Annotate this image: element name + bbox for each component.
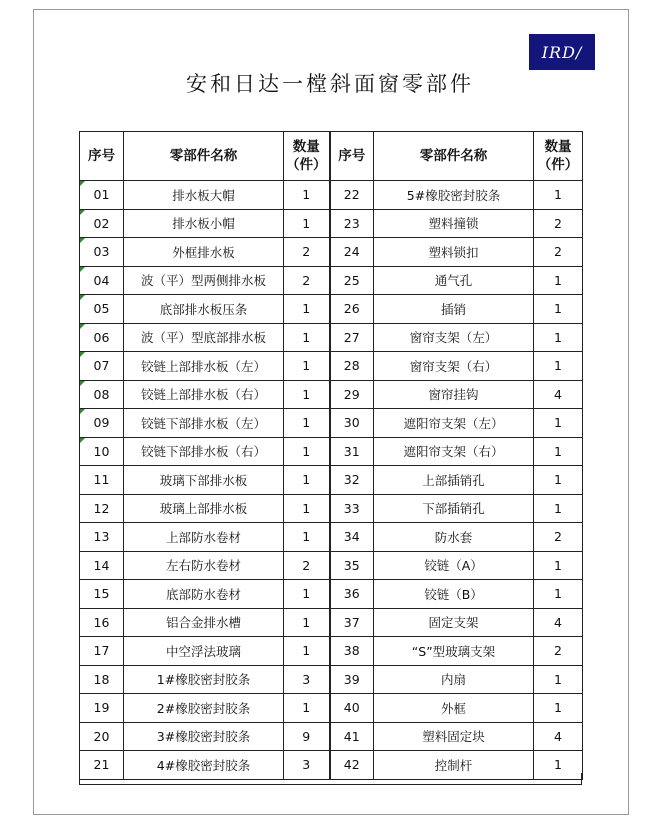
header-seq-left: 序号: [80, 132, 124, 181]
part-name-right: 塑料固定块: [374, 722, 534, 751]
table-header-row: [80, 132, 583, 181]
part-seq-right: 42: [330, 751, 374, 780]
part-seq-right: 38: [330, 637, 374, 666]
part-name-left: 玻璃上部排水板: [124, 494, 284, 523]
part-seq-right: 25: [330, 266, 374, 295]
part-qty-left: 1: [284, 409, 330, 438]
part-qty-left: 1: [284, 209, 330, 238]
part-seq-left: 17: [80, 637, 124, 666]
part-name-left: 铰链上部排水板（右）: [124, 380, 284, 409]
part-seq-left: 16: [80, 608, 124, 637]
logo-text: IRD/: [541, 42, 583, 62]
header-qty-left: [284, 132, 330, 181]
part-qty-right: 1: [534, 295, 583, 324]
part-seq-right: 23: [330, 209, 374, 238]
part-qty-left: 1: [284, 323, 330, 352]
part-seq-left: 04: [80, 266, 124, 295]
table-row: [80, 266, 583, 295]
part-name-right: 遮阳帘支架（右）: [374, 437, 534, 466]
part-qty-left: 1: [284, 352, 330, 381]
part-name-right: 窗帘支架（左）: [374, 323, 534, 352]
header-qty-right: [534, 132, 583, 181]
part-name-right: 窗帘挂钩: [374, 380, 534, 409]
part-seq-left: 09: [80, 409, 124, 438]
part-name-right: 上部插销孔: [374, 466, 534, 495]
header-name-right: 零部件名称: [374, 132, 534, 181]
part-name-left: 中空浮法玻璃: [124, 637, 284, 666]
part-seq-left: 03: [80, 238, 124, 267]
part-name-right: 内扇: [374, 665, 534, 694]
table-row: [80, 665, 583, 694]
table-row: [80, 238, 583, 267]
part-qty-right: 1: [534, 580, 583, 609]
part-qty-right: 1: [534, 694, 583, 723]
table-row: [80, 352, 583, 381]
part-qty-right: 4: [534, 722, 583, 751]
part-seq-right: 33: [330, 494, 374, 523]
part-qty-right: 1: [534, 665, 583, 694]
part-name-right: 遮阳帘支架（左）: [374, 409, 534, 438]
header-qty-line1: 数量: [544, 139, 572, 155]
part-seq-right: 22: [330, 181, 374, 210]
part-seq-left: 19: [80, 694, 124, 723]
part-seq-right: 35: [330, 551, 374, 580]
part-qty-left: 1: [284, 523, 330, 552]
part-qty-left: 2: [284, 266, 330, 295]
header-qty-line2: （件）: [286, 157, 327, 173]
part-name-left: 铰链下部排水板（左）: [124, 409, 284, 438]
table-row: [80, 437, 583, 466]
part-seq-right: 31: [330, 437, 374, 466]
part-seq-left: 18: [80, 665, 124, 694]
part-qty-right: 1: [534, 409, 583, 438]
table-row: [80, 409, 583, 438]
part-qty-right: 2: [534, 238, 583, 267]
part-name-right: 插销: [374, 295, 534, 324]
part-seq-right: 36: [330, 580, 374, 609]
part-seq-right: 29: [330, 380, 374, 409]
part-qty-left: 2: [284, 551, 330, 580]
table-row: [80, 380, 583, 409]
part-seq-left: 07: [80, 352, 124, 381]
part-seq-left: 15: [80, 580, 124, 609]
part-name-right: 塑料撞锁: [374, 209, 534, 238]
part-seq-right: 39: [330, 665, 374, 694]
part-name-left: 外框排水板: [124, 238, 284, 267]
part-seq-left: 11: [80, 466, 124, 495]
part-name-left: 左右防水卷材: [124, 551, 284, 580]
part-name-left: 3#橡胶密封胶条: [124, 722, 284, 751]
table-body: [80, 181, 583, 780]
part-seq-right: 26: [330, 295, 374, 324]
part-name-left: 底部排水板压条: [124, 295, 284, 324]
part-qty-left: 1: [284, 295, 330, 324]
part-seq-left: 02: [80, 209, 124, 238]
part-qty-left: 1: [284, 466, 330, 495]
table-row: [80, 323, 583, 352]
part-seq-left: 06: [80, 323, 124, 352]
document-title: 安和日达一樘斜面窗零部件: [186, 72, 474, 96]
header-qty-line1: 数量: [292, 139, 320, 155]
part-seq-right: 28: [330, 352, 374, 381]
part-seq-right: 24: [330, 238, 374, 267]
part-name-right: 固定支架: [374, 608, 534, 637]
part-name-left: 波（平）型底部排水板: [124, 323, 284, 352]
part-seq-left: 12: [80, 494, 124, 523]
part-qty-right: 1: [534, 466, 583, 495]
part-qty-right: 1: [534, 323, 583, 352]
part-name-right: 控制杆: [374, 751, 534, 780]
part-name-right: “S”型玻璃支架: [374, 637, 534, 666]
part-qty-left: 2: [284, 238, 330, 267]
part-name-left: 铝合金排水槽: [124, 608, 284, 637]
part-seq-left: 21: [80, 751, 124, 780]
header-seq-right: 序号: [330, 132, 374, 181]
part-name-right: 外框: [374, 694, 534, 723]
table-row: [80, 181, 583, 210]
part-qty-left: 1: [284, 380, 330, 409]
part-name-right: 铰链（B）: [374, 580, 534, 609]
part-qty-right: 4: [534, 380, 583, 409]
part-seq-left: 08: [80, 380, 124, 409]
part-name-left: 排水板小帽: [124, 209, 284, 238]
part-seq-left: 01: [80, 181, 124, 210]
part-qty-left: 1: [284, 580, 330, 609]
part-seq-right: 40: [330, 694, 374, 723]
table-row: [80, 580, 583, 609]
part-qty-right: 4: [534, 608, 583, 637]
part-seq-left: 14: [80, 551, 124, 580]
part-name-right: 窗帘支架（右）: [374, 352, 534, 381]
table-row: [80, 694, 583, 723]
part-qty-left: 1: [284, 637, 330, 666]
part-name-right: 铰链（A）: [374, 551, 534, 580]
part-seq-left: 13: [80, 523, 124, 552]
table-bottom-empty-row: [79, 773, 582, 785]
part-seq-right: 27: [330, 323, 374, 352]
part-qty-right: 1: [534, 751, 583, 780]
part-seq-right: 34: [330, 523, 374, 552]
part-qty-right: 1: [534, 266, 583, 295]
part-name-left: 铰链下部排水板（右）: [124, 437, 284, 466]
part-qty-right: 2: [534, 209, 583, 238]
part-name-left: 铰链上部排水板（左）: [124, 352, 284, 381]
table-row: [80, 494, 583, 523]
part-name-left: 波（平）型两侧排水板: [124, 266, 284, 295]
company-logo: [529, 34, 595, 70]
part-qty-left: 1: [284, 181, 330, 210]
table-row: [80, 295, 583, 324]
part-qty-left: 1: [284, 694, 330, 723]
part-seq-left: 20: [80, 722, 124, 751]
part-qty-right: 1: [534, 494, 583, 523]
part-seq-right: 30: [330, 409, 374, 438]
part-qty-left: 3: [284, 751, 330, 780]
part-qty-right: 2: [534, 637, 583, 666]
header-name-left: 零部件名称: [124, 132, 284, 181]
part-seq-left: 10: [80, 437, 124, 466]
table-row: [80, 637, 583, 666]
part-seq-right: 41: [330, 722, 374, 751]
part-qty-right: 1: [534, 437, 583, 466]
parts-table: [79, 131, 583, 780]
part-qty-left: 1: [284, 608, 330, 637]
table-row: [80, 209, 583, 238]
part-seq-left: 05: [80, 295, 124, 324]
part-qty-right: 1: [534, 181, 583, 210]
table-row: [80, 608, 583, 637]
part-name-right: 下部插销孔: [374, 494, 534, 523]
part-qty-right: 1: [534, 551, 583, 580]
part-name-right: 塑料锁扣: [374, 238, 534, 267]
part-qty-left: 1: [284, 494, 330, 523]
part-name-left: 底部防水卷材: [124, 580, 284, 609]
part-name-right: 5#橡胶密封胶条: [374, 181, 534, 210]
table-row: [80, 551, 583, 580]
part-qty-left: 3: [284, 665, 330, 694]
part-seq-right: 37: [330, 608, 374, 637]
table-row: [80, 722, 583, 751]
header-qty-line2: （件）: [537, 157, 579, 173]
part-name-right: 通气孔: [374, 266, 534, 295]
part-qty-right: 2: [534, 523, 583, 552]
part-name-left: 上部防水卷材: [124, 523, 284, 552]
part-name-left: 玻璃下部排水板: [124, 466, 284, 495]
part-seq-right: 32: [330, 466, 374, 495]
part-qty-left: 1: [284, 437, 330, 466]
table-row: [80, 466, 583, 495]
part-name-left: 1#橡胶密封胶条: [124, 665, 284, 694]
part-name-left: 2#橡胶密封胶条: [124, 694, 284, 723]
part-qty-right: 1: [534, 352, 583, 381]
part-name-left: 4#橡胶密封胶条: [124, 751, 284, 780]
part-name-left: 排水板大帽: [124, 181, 284, 210]
part-name-right: 防水套: [374, 523, 534, 552]
table-row: [80, 523, 583, 552]
part-qty-left: 9: [284, 722, 330, 751]
